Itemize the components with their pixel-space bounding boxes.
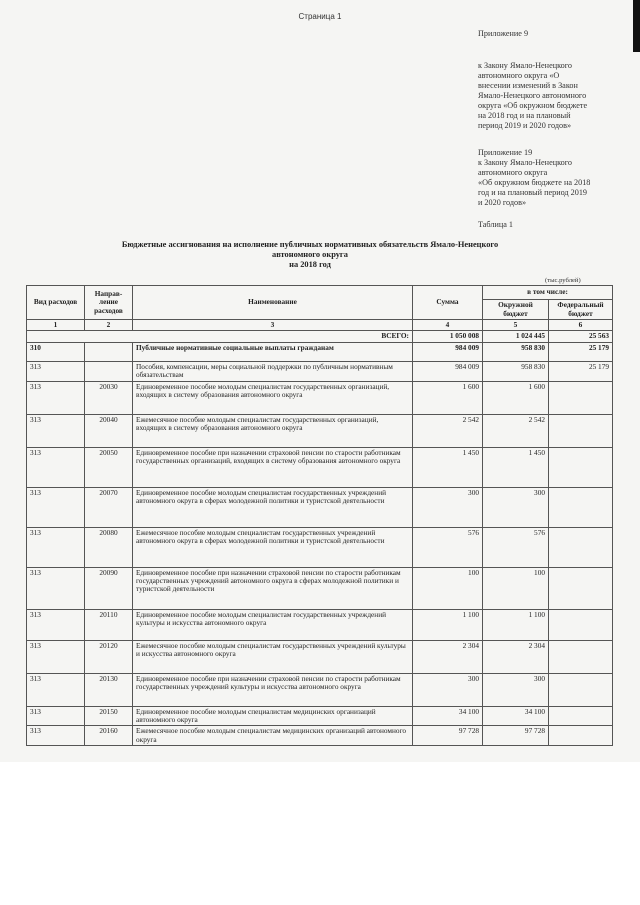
row-name: Публичные нормативные социальные выплаты гражданам (133, 342, 413, 361)
row-fed (549, 447, 613, 487)
row-name: Ежемесячное пособие молодым специалистам государственных учреждений автономного округа в сферах молодежной политики и туристской деятельности (133, 527, 413, 567)
row-vid: 313 (27, 361, 85, 381)
row-napr: 20110 (85, 609, 133, 640)
row-okr: 958 830 (483, 342, 549, 361)
table-row (27, 342, 613, 361)
header-name: Наименование (133, 286, 413, 320)
row-fed (549, 527, 613, 567)
table-row (27, 381, 613, 414)
document-title (60, 240, 560, 270)
appendix-19-line: автономного округа (478, 168, 548, 177)
row-fed (549, 381, 613, 414)
row-fed (549, 487, 613, 527)
row-napr: 20070 (85, 487, 133, 527)
col-index: 6 (549, 320, 613, 331)
row-fed (549, 706, 613, 726)
row-fed (549, 640, 613, 673)
row-okr: 1 600 (483, 381, 549, 414)
row-vid: 310 (27, 342, 85, 361)
appendix-19-line: год и на плановый период 2019 (478, 188, 588, 197)
appendix-9-line: на 2018 год и на плановый (478, 111, 571, 120)
table-row (27, 447, 613, 487)
row-name: Единовременное пособие при назначении страховой пенсии по старости работникам государственных учреждений культуры и искусства автономного округа (133, 673, 413, 706)
row-vid: 313 (27, 381, 85, 414)
row-napr: 20150 (85, 706, 133, 726)
row-vid: 313 (27, 567, 85, 609)
row-napr: 20050 (85, 447, 133, 487)
page-label: Страница 1 (298, 12, 342, 21)
table-row (27, 567, 613, 609)
row-sum: 2 542 (413, 414, 483, 447)
row-fed: 25 179 (549, 342, 613, 361)
row-name: Единовременное пособие молодым специалистам государственных организаций, входящих в систему образования автономного округа (133, 381, 413, 414)
table-row (27, 487, 613, 527)
row-name: Пособия, компенсации, меры социальной поддержки по публичным нормативным обязательствам (133, 361, 413, 381)
row-okr: 576 (483, 527, 549, 567)
total-okr: 1 024 445 (483, 331, 549, 342)
row-vid: 313 (27, 447, 85, 487)
row-napr: 20030 (85, 381, 133, 414)
row-vid: 313 (27, 609, 85, 640)
header-vid: Вид расходов (27, 286, 85, 320)
table-label: Таблица 1 (478, 220, 514, 229)
table-row (27, 414, 613, 447)
total-row (27, 331, 613, 342)
header-incl: в том числе: (483, 286, 613, 300)
table-row (27, 609, 613, 640)
row-sum: 1 600 (413, 381, 483, 414)
row-sum: 984 009 (413, 361, 483, 381)
title-line: на 2018 год (289, 260, 331, 269)
row-name: Ежемесячное пособие молодым специалистам медицинских организаций автономного округа (133, 726, 413, 746)
appendix-9-title: Приложение 9 (478, 29, 529, 38)
row-fed: 25 179 (549, 361, 613, 381)
row-name: Единовременное пособие молодым специалистам медицинских организаций автономного округа (133, 706, 413, 726)
row-name: Единовременное пособие при назначении страховой пенсии по старости работникам государственных учреждений автономного округа в сферах молодежной политики и туристской деятельности (133, 567, 413, 609)
row-sum: 97 728 (413, 726, 483, 746)
row-sum: 100 (413, 567, 483, 609)
appendix-9-line: внесении изменений в Закон (478, 81, 578, 90)
row-okr: 97 728 (483, 726, 549, 746)
row-okr: 100 (483, 567, 549, 609)
table-row (27, 726, 613, 746)
row-sum: 300 (413, 673, 483, 706)
row-napr: 20080 (85, 527, 133, 567)
appendix-9-line: период 2019 и 2020 годов» (478, 121, 572, 130)
row-vid: 313 (27, 640, 85, 673)
row-okr: 2 542 (483, 414, 549, 447)
appendix-9-line: Ямало-Ненецкого автономного (478, 91, 587, 100)
title-line: автономного округа (272, 250, 348, 259)
row-vid: 313 (27, 414, 85, 447)
col-index: 5 (483, 320, 549, 331)
blank-margin (0, 762, 640, 905)
row-vid: 313 (27, 673, 85, 706)
header-sum: Сумма (413, 286, 483, 320)
header-okr: Окружной бюджет (483, 300, 549, 320)
row-napr: 20160 (85, 726, 133, 746)
appendix-9-line: автономного округа «О (478, 71, 560, 80)
row-fed (549, 567, 613, 609)
total-fed: 25 563 (549, 331, 613, 342)
row-napr: 20040 (85, 414, 133, 447)
table-row (27, 673, 613, 706)
row-fed (549, 673, 613, 706)
col-index: 1 (27, 320, 85, 331)
total-sum: 1 050 008 (413, 331, 483, 342)
table-row (27, 640, 613, 673)
row-name: Единовременное пособие молодым специалистам государственных учреждений культуры и искусства автономного округа (133, 609, 413, 640)
row-okr: 1 450 (483, 447, 549, 487)
scan-edge-mark (633, 0, 640, 52)
row-vid: 313 (27, 487, 85, 527)
row-sum: 2 304 (413, 640, 483, 673)
row-name: Ежемесячное пособие молодым специалистам государственных учреждений культуры и искусства автономного округа (133, 640, 413, 673)
row-fed (549, 414, 613, 447)
budget-table (26, 285, 613, 746)
row-vid: 313 (27, 706, 85, 726)
row-okr: 34 100 (483, 706, 549, 726)
col-index: 2 (85, 320, 133, 331)
appendix-19-title: Приложение 19 (478, 148, 533, 157)
table-row (27, 706, 613, 726)
row-vid: 313 (27, 527, 85, 567)
row-napr: 20120 (85, 640, 133, 673)
row-sum: 576 (413, 527, 483, 567)
row-sum: 34 100 (413, 706, 483, 726)
appendix-19-line: «Об окружном бюджете на 2018 (478, 178, 591, 187)
table-row (27, 527, 613, 567)
row-napr (85, 361, 133, 381)
appendix-19-line: и 2020 годов» (478, 198, 527, 207)
appendix-19-line: к Закону Ямало-Ненецкого (478, 158, 572, 167)
row-sum: 1 100 (413, 609, 483, 640)
row-napr: 20130 (85, 673, 133, 706)
total-label: ВСЕГО: (27, 331, 413, 342)
row-okr: 958 830 (483, 361, 549, 381)
row-vid: 313 (27, 726, 85, 746)
col-index: 4 (413, 320, 483, 331)
row-sum: 300 (413, 487, 483, 527)
row-fed (549, 609, 613, 640)
row-napr (85, 342, 133, 361)
row-napr: 20090 (85, 567, 133, 609)
units-note: (тыс.рублей) (545, 277, 581, 284)
title-line: Бюджетные ассигнования на исполнение публичных нормативных обязательств Ямало-Ненецкого (121, 240, 499, 249)
row-okr: 300 (483, 487, 549, 527)
row-fed (549, 726, 613, 746)
appendix-19-text (478, 158, 618, 208)
appendix-9-line: округа «Об окружном бюджете (478, 101, 588, 110)
row-okr: 300 (483, 673, 549, 706)
header-fed: Федеральный бюджет (549, 300, 613, 320)
table-row (27, 361, 613, 381)
appendix-9-line: к Закону Ямало-Ненецкого (478, 61, 572, 70)
appendix-9-text (478, 61, 618, 131)
row-sum: 984 009 (413, 342, 483, 361)
column-index-row (27, 320, 613, 331)
header-napr: Направ-ление расходов (85, 286, 133, 320)
row-name: Единовременное пособие молодым специалистам государственных учреждений автономного округа в сферах молодежной политики и туристской деятельности (133, 487, 413, 527)
col-index: 3 (133, 320, 413, 331)
row-name: Единовременное пособие при назначении страховой пенсии по старости работникам государственных организаций, входящих в систему образования автономного округа (133, 447, 413, 487)
row-sum: 1 450 (413, 447, 483, 487)
row-name: Ежемесячное пособие молодым специалистам государственных организаций, входящих в систему образования автономного округа (133, 414, 413, 447)
row-okr: 2 304 (483, 640, 549, 673)
row-okr: 1 100 (483, 609, 549, 640)
